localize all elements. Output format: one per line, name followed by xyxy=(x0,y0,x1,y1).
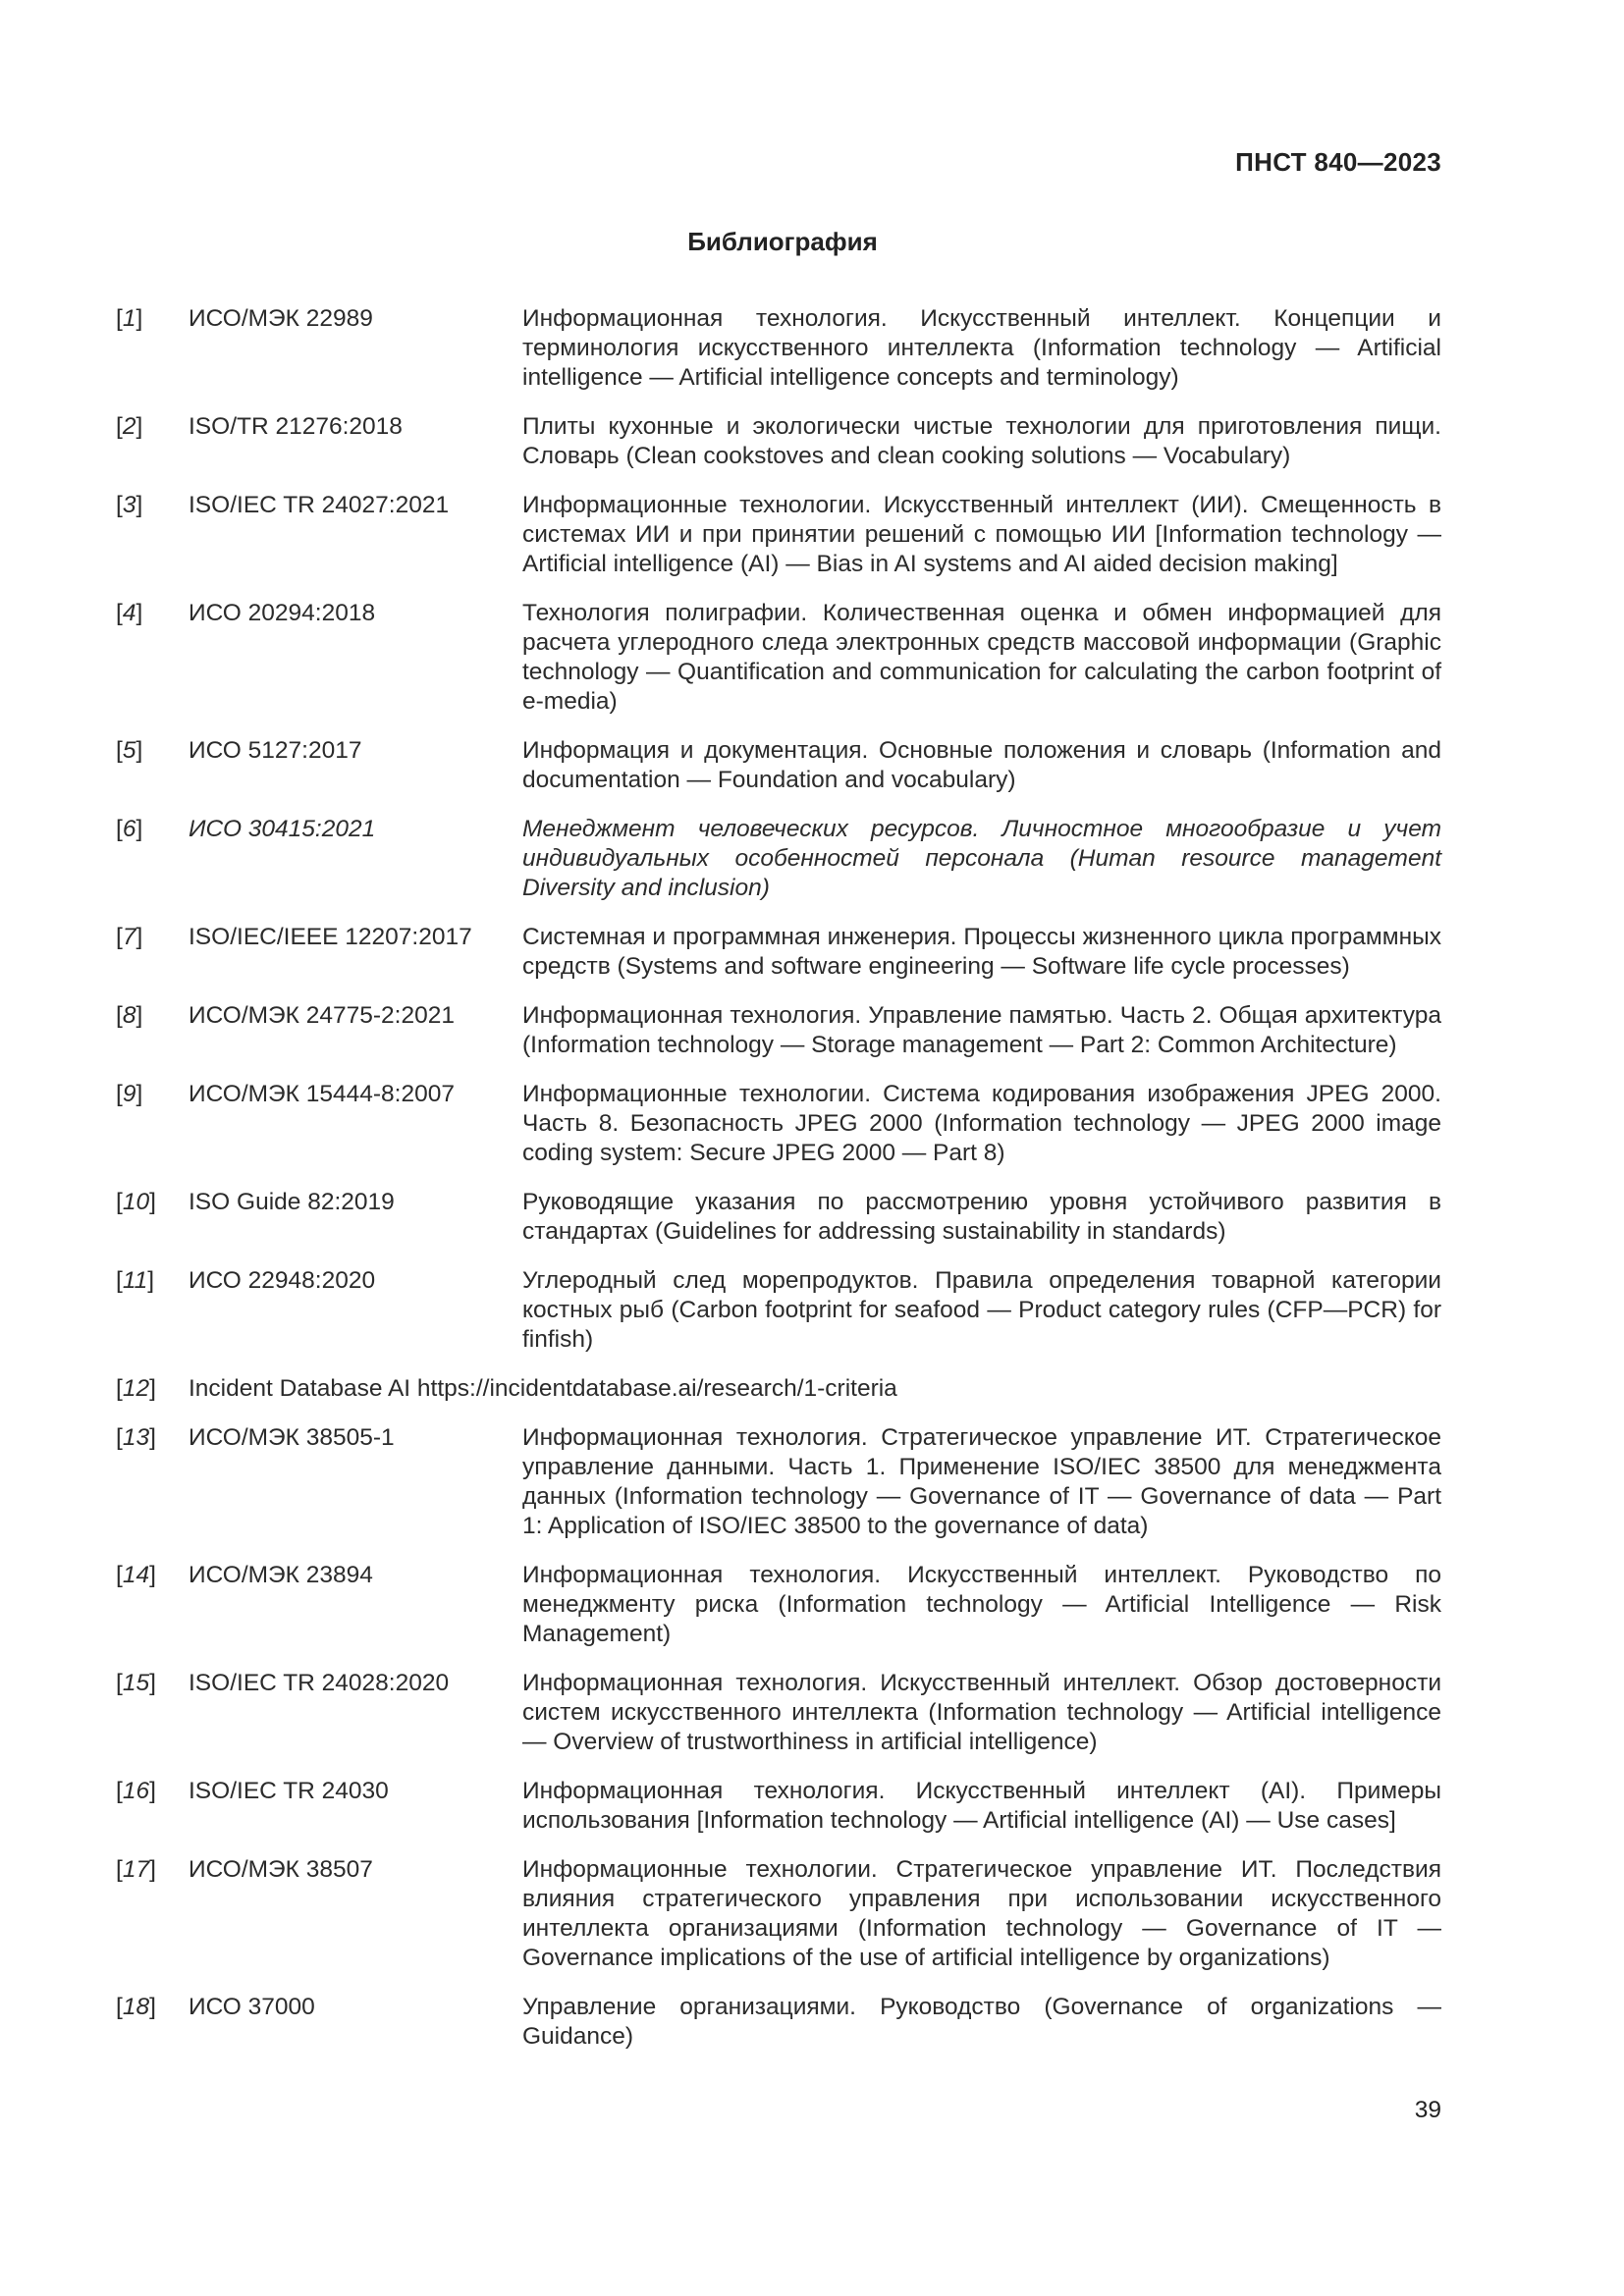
bibliography-entry xyxy=(116,923,1441,982)
entry-reference: ISO/IEC TR 24027:2021 xyxy=(189,492,450,518)
entry-number: [17] xyxy=(116,1856,156,1883)
bibliography-entry xyxy=(116,599,1441,717)
entry-description: Информационная технология. Искусственный интеллект. Концепции и терминология искусственного интеллекта (Information technology — Artificial intelligence — Artificial intelligence concepts and terminology) xyxy=(522,305,1441,391)
entry-number: [1] xyxy=(116,305,143,332)
entry-description: Информационные технологии. Стратегическое управление ИТ. Последствия влияния стратегического управления при использовании искусственного интеллекта организациями (Information technology — Governance of IT — Governance implications of the use of artificial intelligence by organizations) xyxy=(522,1856,1441,1971)
bibliography-entry xyxy=(116,412,1441,471)
bibliography-entry xyxy=(116,1080,1441,1168)
entry-description: Системная и программная инженерия. Процессы жизненного цикла программных средств (Systems and software engineering — Software life cycle processes) xyxy=(522,924,1441,980)
entry-reference: ИСО/МЭК 24775-2:2021 xyxy=(189,1002,455,1029)
bibliography-entry xyxy=(116,815,1441,903)
bibliography-entry xyxy=(116,1993,1441,2052)
bibliography-entry xyxy=(116,304,1441,393)
entry-description: Информационные технологии. Искусственный интеллект (ИИ). Смещенность в системах ИИ и при принятии решений с помощью ИИ [Information technology — Artificial intelligence (AI) — Bias in AI systems and AI aided decision making] xyxy=(522,492,1441,577)
entry-reference: ИСО 30415:2021 xyxy=(189,816,376,842)
bibliography-entry xyxy=(116,491,1441,579)
entry-description: Информационная технология. Управление памятью. Часть 2. Общая архитектура (Information technology — Storage management — Part 2: Common Architecture) xyxy=(522,1002,1441,1058)
entry-number: [9] xyxy=(116,1081,143,1107)
page-title: Библиография xyxy=(687,227,878,256)
entry-reference: Incident Database AI https://incidentdatabase.ai/research/1-criteria xyxy=(189,1375,897,1402)
bibliography-entry xyxy=(116,1855,1441,1973)
entry-description: Информационная технология. Искусственный интеллект. Руководство по менеджменту риска (Information technology — Artificial Intelligence — Risk Management) xyxy=(522,1562,1441,1647)
page-number: 39 xyxy=(1414,2097,1441,2123)
bibliography-entry xyxy=(116,1374,1441,1404)
entry-reference: ИСО 37000 xyxy=(189,1994,315,2020)
entry-number: [6] xyxy=(116,816,143,842)
entry-description: Плиты кухонные и экологически чистые технологии для приготовления пищи. Словарь (Clean cookstoves and clean cooking solutions — Vocabulary) xyxy=(522,413,1441,469)
entry-number: [11] xyxy=(116,1267,155,1294)
bibliography-entry xyxy=(116,1001,1441,1060)
entry-description: Управление организациями. Руководство (Governance of organizations — Guidance) xyxy=(522,1994,1441,2050)
bibliography-entry xyxy=(116,1777,1441,1836)
entry-description: Информационная технология. Искусственный интеллект (AI). Примеры использования [Information technology — Artificial intelligence (AI) — Use cases] xyxy=(522,1778,1441,1834)
entry-description: Руководящие указания по рассмотрению уровня устойчивого развития в стандартах (Guidelines for addressing sustainability in standards) xyxy=(522,1189,1441,1245)
entry-reference: ИСО/МЭК 22989 xyxy=(189,305,373,332)
bibliography-entry xyxy=(116,1188,1441,1247)
entry-number: [7] xyxy=(116,924,143,950)
entry-number: [14] xyxy=(116,1562,156,1588)
entry-reference: ISO Guide 82:2019 xyxy=(189,1189,395,1215)
entry-description: Менеджмент человеческих ресурсов. Личностное многообразие и учет индивидуальных особенностей персонала (Human resource management Diversity and inclusion) xyxy=(522,816,1441,901)
bibliography-entry xyxy=(116,736,1441,795)
entry-description: Информационная технология. Искусственный интеллект. Обзор достоверности систем искусственного интеллекта (Information technology — Artificial intelligence — Overview of trustworthiness in artificial intelligence) xyxy=(522,1670,1441,1755)
entry-reference: ИСО 5127:2017 xyxy=(189,737,362,764)
entry-reference: ИСО 22948:2020 xyxy=(189,1267,376,1294)
bibliography-entry xyxy=(116,1669,1441,1757)
entry-description: Технология полиграфии. Количественная оценка и обмен информацией для расчета углеродного следа электронных средств массовой информации (Graphic technology — Quantification and communication for calculating the carbon footprint of e-media) xyxy=(522,600,1441,715)
entry-reference: ИСО/МЭК 38507 xyxy=(189,1856,373,1883)
entry-number: [16] xyxy=(116,1778,156,1804)
entry-number: [2] xyxy=(116,413,143,440)
entry-description: Информационная технология. Стратегическое управление ИТ. Стратегическое управление данными. Часть 1. Применение ISO/IEC 38500 для менеджмента данных (Information technology — Governance of IT — Governance of data — Part 1: Application of ISO/IEC 38500 to the governance of data) xyxy=(522,1424,1441,1539)
bibliography-entry xyxy=(116,1561,1441,1649)
entry-description: Информационные технологии. Система кодирования изображения JPEG 2000. Часть 8. Безопасность JPEG 2000 (Information technology — JPEG 2000 image coding system: Secure JPEG 2000 — Part 8) xyxy=(522,1081,1441,1166)
entry-description: Информация и документация. Основные положения и словарь (Information and documentation — Foundation and vocabulary) xyxy=(522,737,1441,793)
entry-reference: ISO/IEC TR 24028:2020 xyxy=(189,1670,450,1696)
bibliography-list xyxy=(116,304,1441,2071)
entry-number: [8] xyxy=(116,1002,143,1029)
entry-reference: ISO/TR 21276:2018 xyxy=(189,413,403,440)
entry-number: [15] xyxy=(116,1670,156,1696)
entry-number: [4] xyxy=(116,600,143,626)
entry-number: [18] xyxy=(116,1994,156,2020)
entry-reference: ИСО 20294:2018 xyxy=(189,600,376,626)
entry-number: [5] xyxy=(116,737,143,764)
entry-reference: ИСО/МЭК 38505-1 xyxy=(189,1424,395,1451)
entry-reference: ISO/IEC TR 24030 xyxy=(189,1778,389,1804)
bibliography-entry xyxy=(116,1266,1441,1355)
entry-reference: ИСО/МЭК 23894 xyxy=(189,1562,373,1588)
entry-reference: ISO/IEC/IEEE 12207:2017 xyxy=(189,924,472,950)
entry-number: [10] xyxy=(116,1189,156,1215)
entry-description: Углеродный след морепродуктов. Правила определения товарной категории костных рыб (Carbon footprint for seafood — Product category rules (CFP—PCR) for finfish) xyxy=(522,1267,1441,1353)
bibliography-entry xyxy=(116,1423,1441,1541)
entry-number: [3] xyxy=(116,492,143,518)
entry-number: [12] xyxy=(116,1375,156,1402)
entry-reference: ИСО/МЭК 15444-8:2007 xyxy=(189,1081,455,1107)
document-code: ПНСТ 840—2023 xyxy=(1235,147,1441,177)
entry-number: [13] xyxy=(116,1424,156,1451)
